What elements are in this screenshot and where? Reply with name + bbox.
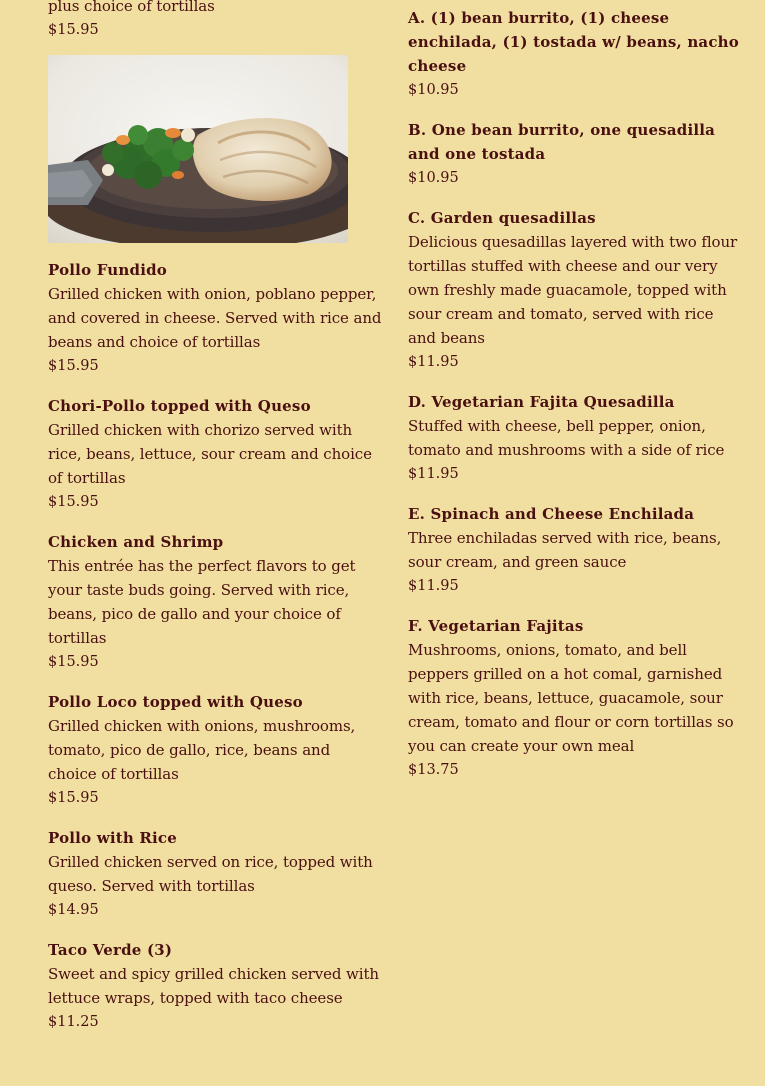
item-title: Taco Verde (3)	[48, 941, 173, 959]
item-title: Chicken and Shrimp	[48, 533, 224, 551]
item-description: Delicious quesadillas layered with two flour tortillas stuffed with cheese and our very own freshly made guacamole, topped with sour cream and tomato, served with rice and beans	[408, 233, 738, 347]
item-title: D. Vegetarian Fajita Quesadilla	[408, 393, 675, 411]
item-title: Pollo Fundido	[48, 261, 167, 279]
menu-item	[408, 206, 743, 374]
item-title: Pollo Loco topped with Queso	[48, 693, 303, 711]
item-description: plus choice of tortillas	[48, 0, 215, 15]
menu-item	[48, 258, 383, 378]
menu-item	[408, 502, 743, 598]
item-price: $15.95	[48, 494, 99, 510]
item-description: Grilled chicken with onions, mushrooms, tomato, pico de gallo, rice, beans and choice of tortillas	[48, 717, 356, 783]
menu-item	[48, 394, 383, 514]
item-description: Three enchiladas served with rice, beans, sour cream, and green sauce	[408, 529, 722, 571]
menu-item	[48, 530, 383, 674]
item-price: $15.95	[48, 358, 99, 374]
left-menu-list	[48, 258, 383, 1050]
item-price: $11.95	[408, 354, 459, 370]
item-price: $14.95	[48, 902, 99, 918]
item-title: A. (1) bean burrito, (1) cheese enchilada, (1) tostada w/ beans, nacho cheese	[408, 9, 739, 75]
item-price: $15.95	[48, 22, 99, 38]
menu-item	[408, 390, 743, 486]
menu-item	[408, 6, 743, 102]
item-title: C. Garden quesadillas	[408, 209, 596, 227]
item-title: B. One bean burrito, one quesadilla and one tostada	[408, 121, 716, 163]
item-price: $11.95	[408, 578, 459, 594]
item-description: This entrée has the perfect flavors to get your taste buds going. Served with rice, beans, pico de gallo and your choice of tortillas	[48, 557, 356, 647]
menu-item	[48, 826, 383, 922]
item-title: F. Vegetarian Fajitas	[408, 617, 584, 635]
item-price: $15.95	[48, 790, 99, 806]
food-photo	[48, 55, 348, 243]
menu-item-partial	[48, 0, 383, 42]
item-description: Grilled chicken served on rice, topped with queso. Served with tortillas	[48, 853, 373, 895]
item-description: Mushrooms, onions, tomato, and bell peppers grilled on a hot comal, garnished with rice, beans, lettuce, guacamole, sour cream, tomato and flour or corn tortillas so you can create your own meal	[408, 641, 734, 755]
item-title: Chori-Pollo topped with Queso	[48, 397, 311, 415]
right-menu-list	[408, 6, 743, 798]
menu-item	[48, 690, 383, 810]
item-price: $10.95	[408, 82, 459, 98]
item-price: $11.95	[408, 466, 459, 482]
menu-item	[408, 118, 743, 190]
menu-item	[408, 614, 743, 782]
item-title: E. Spinach and Cheese Enchilada	[408, 505, 695, 523]
item-price: $10.95	[408, 170, 459, 186]
item-price: $11.25	[48, 1014, 99, 1030]
item-description: Grilled chicken with chorizo served with rice, beans, lettuce, sour cream and choice of tortillas	[48, 421, 372, 487]
item-description: Stuffed with cheese, bell pepper, onion, tomato and mushrooms with a side of rice	[408, 417, 725, 459]
item-description: Grilled chicken with onion, poblano pepper, and covered in cheese. Served with rice and beans and choice of tortillas	[48, 285, 382, 351]
item-title: Pollo with Rice	[48, 829, 178, 847]
item-description: Sweet and spicy grilled chicken served with lettuce wraps, topped with taco cheese	[48, 965, 379, 1007]
menu-item	[48, 938, 383, 1034]
item-price: $13.75	[408, 762, 459, 778]
item-price: $15.95	[48, 654, 99, 670]
